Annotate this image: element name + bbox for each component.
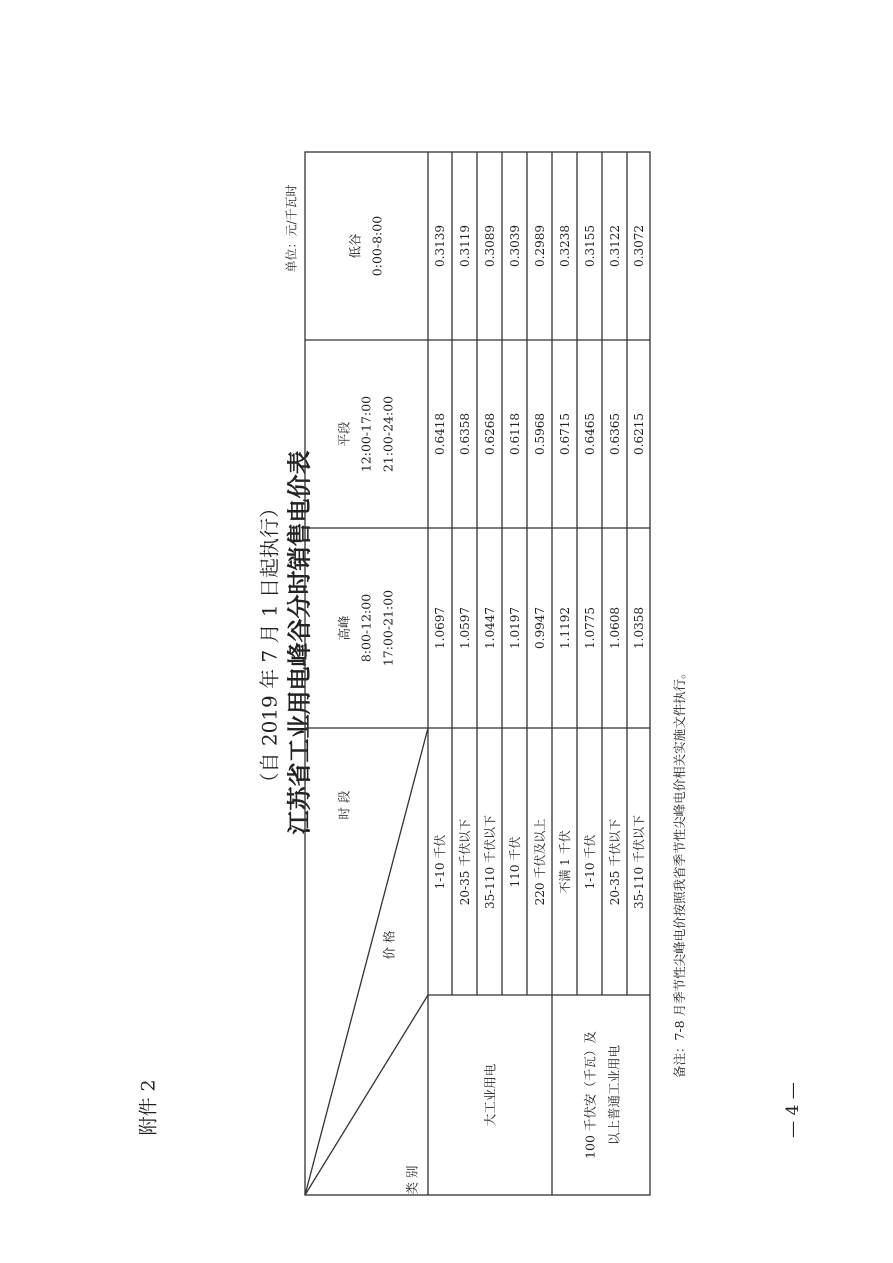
price-value: 0.6365 bbox=[608, 413, 622, 455]
price-value: 1.0608 bbox=[608, 607, 622, 649]
unit-label: 单位：元/千瓦时 bbox=[284, 184, 299, 273]
corner-price-label: 价 格 bbox=[381, 930, 397, 960]
period-name: 低谷 bbox=[347, 233, 363, 259]
footnote: 备注：7-8 月季节性尖峰电价按照我省季节性尖峰电价相关实施文件执行。 bbox=[672, 666, 687, 1078]
voltage-level: 20-35 千伏以下 bbox=[458, 818, 472, 906]
price-value: 0.3139 bbox=[433, 225, 447, 267]
voltage-level: 1-10 千伏 bbox=[433, 834, 447, 890]
price-value: 1.0697 bbox=[433, 607, 447, 649]
price-value: 0.3122 bbox=[608, 225, 622, 267]
voltage-level: 110 千伏 bbox=[508, 836, 522, 888]
price-value: 0.3238 bbox=[558, 225, 572, 267]
price-value: 1.0358 bbox=[632, 607, 646, 649]
voltage-level: 220 千伏及以上 bbox=[533, 818, 547, 906]
voltage-level: 1-10 千伏 bbox=[583, 834, 597, 890]
price-value: 0.6268 bbox=[483, 413, 497, 455]
page-number: — 4 — bbox=[783, 1082, 803, 1138]
period-time: 12:00-17:00 bbox=[358, 395, 374, 473]
group-general-industry: 以上普通工业用电 bbox=[606, 1044, 622, 1146]
voltage-level: 35-110 千伏以下 bbox=[483, 814, 497, 910]
table-text bbox=[337, 216, 647, 1195]
document-subtitle: （自 2019 年 7 月 1 日起执行） bbox=[257, 498, 282, 793]
price-value: 0.3039 bbox=[508, 225, 522, 267]
period-time: 21:00-24:00 bbox=[380, 395, 396, 473]
corner-category-label: 类 别 bbox=[404, 1165, 420, 1195]
period-name: 平段 bbox=[336, 421, 352, 447]
price-value: 0.6418 bbox=[433, 413, 447, 455]
price-value: 0.3155 bbox=[583, 225, 597, 267]
price-value: 0.3072 bbox=[632, 225, 646, 267]
price-value: 1.1192 bbox=[558, 607, 572, 649]
voltage-level: 35-110 千伏以下 bbox=[632, 814, 646, 910]
price-value: 0.6715 bbox=[558, 413, 572, 455]
table-grid bbox=[305, 152, 650, 1195]
price-value: 0.9947 bbox=[533, 607, 547, 649]
price-value: 1.0597 bbox=[458, 607, 472, 649]
period-time: 17:00-21:00 bbox=[380, 589, 396, 667]
price-value: 0.2989 bbox=[533, 225, 547, 267]
price-value: 0.6358 bbox=[458, 413, 472, 455]
document-title: 江苏省工业用电峰谷分时销售电价表 bbox=[284, 450, 314, 835]
corner-time-label: 时 段 bbox=[336, 790, 352, 820]
price-value: 1.0197 bbox=[508, 607, 522, 649]
voltage-level: 20-35 千伏以下 bbox=[608, 818, 622, 906]
group-general-industry: 100 千伏安（千瓦）及 bbox=[582, 1031, 598, 1159]
price-value: 1.0775 bbox=[583, 607, 597, 649]
period-time: 0:00-8:00 bbox=[369, 215, 385, 277]
period-name: 高峰 bbox=[336, 615, 352, 641]
price-value: 0.3119 bbox=[458, 225, 472, 267]
period-time: 8:00-12:00 bbox=[358, 593, 374, 663]
annex-label: 附件 2 bbox=[137, 1079, 160, 1136]
price-value: 0.6215 bbox=[632, 413, 646, 455]
price-value: 0.6118 bbox=[508, 413, 522, 455]
group-large-industry: 大工业用电 bbox=[482, 1063, 498, 1127]
price-value: 0.5968 bbox=[533, 413, 547, 455]
price-value: 0.6465 bbox=[583, 413, 597, 455]
price-value: 0.3089 bbox=[483, 225, 497, 267]
price-value: 1.0447 bbox=[483, 607, 497, 649]
voltage-level: 不满 1 千伏 bbox=[558, 830, 572, 894]
